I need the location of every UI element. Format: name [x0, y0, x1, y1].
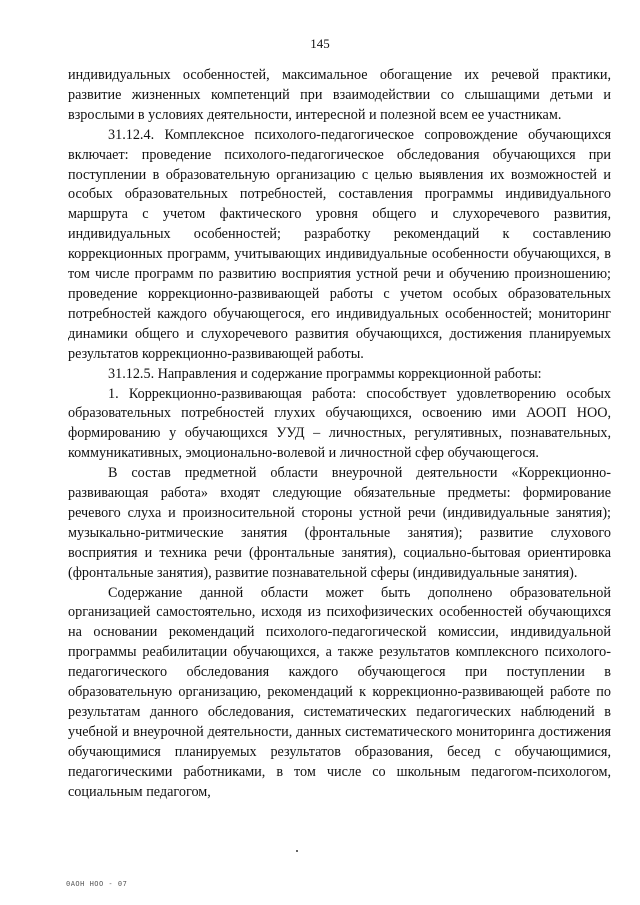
paragraph-content-area: Содержание данной области может быть дополнено образовательной организацией самостоятельно, исходя из психофизических особенностей обучающихся на основании рекомендаций психолого-педагогической комиссии, индивидуальной программы реабилитации обучающихся, а также результатов комплексного психолого-педагогического обследования каждого обучающегося при поступлении в образовательную организацию, рекомендаций к коррекционно-развивающей работе по результатам данного обследования, систематических педагогических наблюдений в учебной и внеурочной деятельности, данных систематического мониторинга достижения обучающимися планируемых результатов образования, бесед с обучающимися, педагогическими работниками, в том числе со школьным педагогом-психологом, социальным педагогом, [68, 584, 611, 800]
paragraph-31-12-5: 31.12.5. Направления и содержание программы коррекционной работы: [108, 365, 542, 382]
paragraph-item-1: 1. Коррекционно-развивающая работа: способствует удовлетворению особых образовательных потребностей глухих обучающихся, освоению ими АООП НОО, формированию у обучающихся УУД – личностных, регулятивных, познавательных, коммуникативных, эмоционально-волевой и личностной сфер обучающегося. [68, 385, 611, 462]
paragraph-31-12-4: 31.12.4. Комплексное психолого-педагогическое сопровождение обучающихся включает: проведение психолого-педагогическое обследования обучающихся при поступлении в образовательную организацию с целью выявления их возможностей и особых образовательных потребностей, составления программы индивидуального маршрута с учетом фактического уровня общего и слухоречевого развития, индивидуальных особенностей; разработку рекомендаций к составлению коррекционных программ, учитывающих индивидуальные особенности обучающихся, в том числе программ по развитию восприятия устной речи и обучению произношению; проведение коррекционно-развивающей работы с учетом особых образовательных потребностей каждого обучающегося, его индивидуальных особенностей; мониторинг динамики общего и слухоречевого развития обучающихся, достижения планируемых результатов коррекционно-развивающей работы. [68, 126, 611, 362]
paragraph-subject-area: В состав предметной области внеурочной деятельности «Коррекционно-развивающая работа» входят следующие обязательные предметы: формирование речевого слуха и произносительной стороны устной речи (индивидуальные занятия); музыкально-ритмические занятия (фронтальные занятия); развитие слухового восприятия и техника речи (фронтальные занятия), социально-бытовая ориентировка (фронтальные занятия), развитие познавательной сферы (индивидуальные занятия). [68, 465, 611, 581]
scan-speck [296, 850, 298, 852]
footer-code: 0AOH HOO - 07 [66, 880, 128, 888]
document-body [68, 66, 611, 803]
paragraph-continuation: индивидуальных особенностей, максимальное обогащение их речевой практики, развитие жизненных компетенций при взаимодействии со слышащими детьми и взрослыми в условиях деятельности, интересной и полезной всем ее участникам. [68, 67, 611, 123]
page-number: 145 [310, 36, 330, 51]
